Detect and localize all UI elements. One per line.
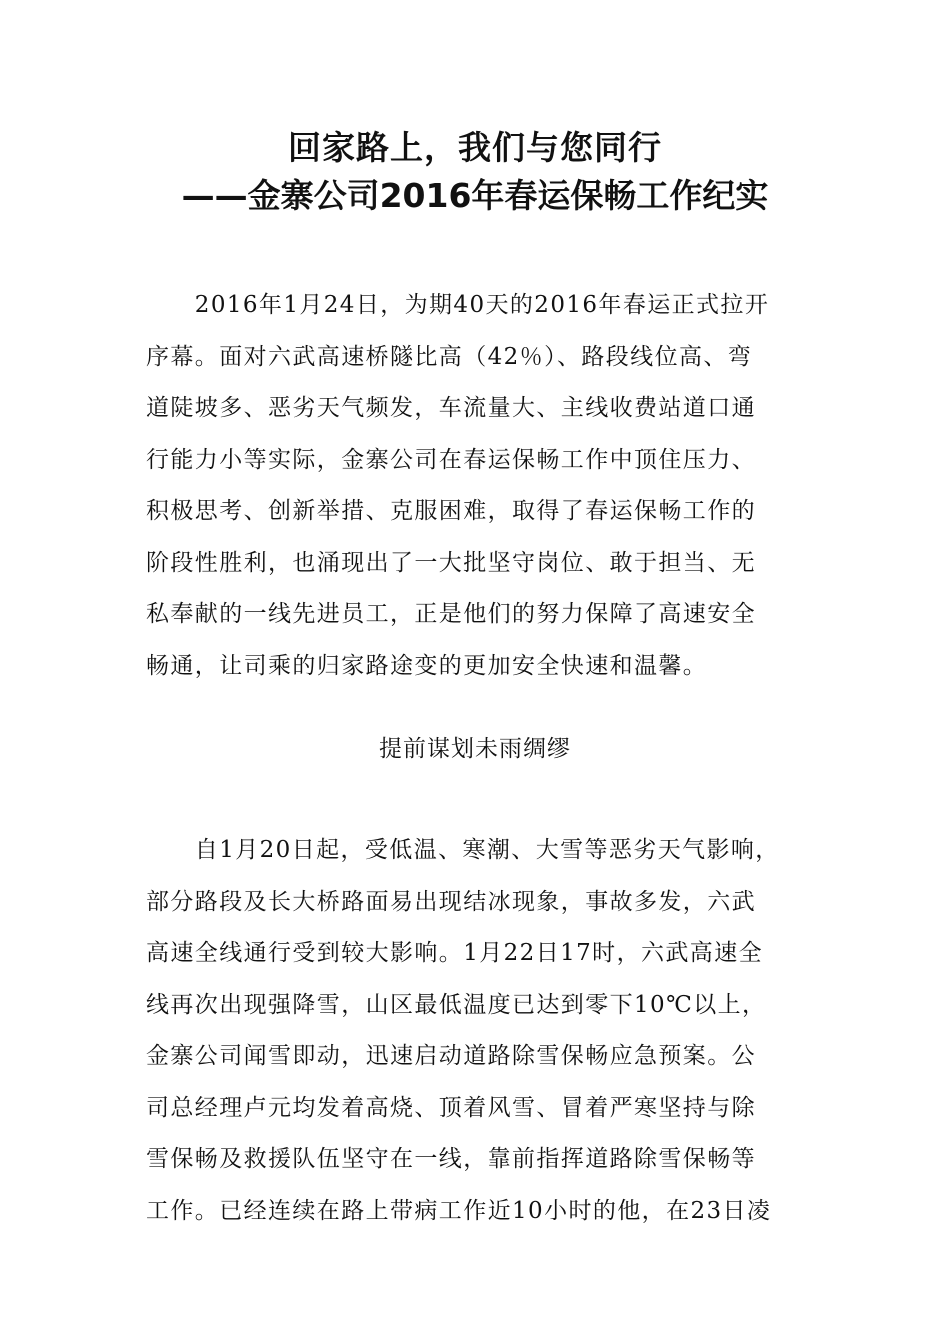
paragraph-line: 工作。已经连续在路上带病工作近10小时的他，在23日凌 [146,1197,772,1224]
paragraph-line: 道陡坡多、恶劣天气频发，车流量大、主线收费站道口通 [146,395,756,421]
document-title: 回家路上，我们与您同行 [288,128,662,167]
paragraph-line: 雪保畅及救援队伍坚守在一线，靠前指挥道路除雪保畅等 [146,1146,756,1172]
section-heading: 提前谋划未雨绸缪 [379,736,571,762]
paragraph-line: 畅通，让司乘的归家路途变的更加安全快速和温馨。 [146,652,708,679]
title-block [0,124,950,220]
paragraph-line: 自1月20日起，受低温、寒潮、大雪等恶劣天气影响， [146,837,780,863]
paragraph-line: 部分路段及长大桥路面易出现结冰现象，事故多发，六武 [146,888,756,915]
paragraph-line: 高速全线通行受到较大影响。1月22日17时，六武高速全 [146,940,763,966]
paragraph-line: 司总经理卢元均发着高烧、顶着风雪、冒着严寒坚持与除 [146,1094,756,1121]
paragraph-line: 阶段性胜利，也涌现出了一大批坚守岗位、敢于担当、无 [146,549,756,576]
paragraph-line: 2016年1月24日，为期40天的2016年春运正式拉开 [146,292,770,318]
paragraph-line: 行能力小等实际，金寨公司在春运保畅工作中顶住压力、 [146,446,756,473]
document-subtitle: ——金寨公司2016年春运保畅工作纪实 [181,176,769,215]
section-paragraph [146,825,814,1237]
paragraph-line: 金寨公司闻雪即动，迅速启动道路除雪保畅应急预案。公 [146,1043,756,1069]
paragraph-line: 积极思考、创新举措、克服困难，取得了春运保畅工作的 [146,498,756,524]
paragraph-line: 线再次出现强降雪，山区最低温度已达到零下10℃以上， [146,991,767,1018]
paragraph-line: 私奉献的一线先进员工，正是他们的努力保障了高速安全 [146,601,756,627]
paragraph-line: 序幕。面对六武高速桥隧比高（42％）、路段线位高、弯 [146,343,753,370]
intro-paragraph [146,280,814,692]
